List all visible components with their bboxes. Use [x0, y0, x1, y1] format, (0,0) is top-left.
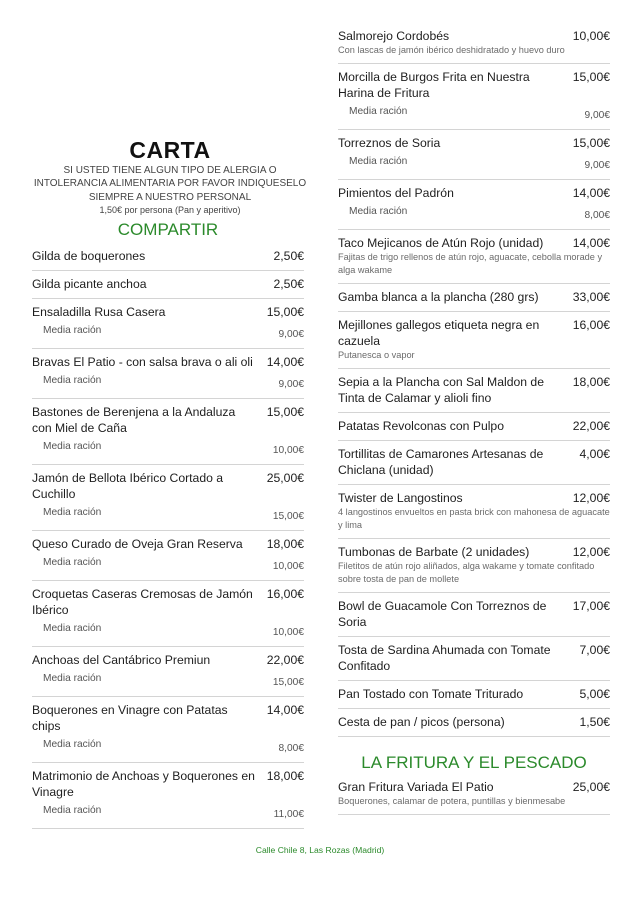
menu-item-price: 22,00€ — [266, 653, 304, 667]
fritura-list — [338, 774, 610, 815]
half-portion-row — [32, 506, 304, 524]
menu-item-row — [338, 598, 610, 630]
right-column — [338, 23, 610, 815]
menu-item-row — [32, 404, 304, 436]
menu-item-price: 16,00€ — [266, 587, 304, 601]
compartir-list-right — [338, 23, 610, 737]
menu-item-name: Tosta de Sardina Ahumada con Tomate Confitado — [338, 643, 551, 673]
bread-note: 1,50€ por persona (Pan y aperitivo) — [99, 204, 241, 215]
menu-item — [338, 284, 610, 312]
menu-item-row — [32, 652, 304, 668]
half-portion-row — [32, 622, 304, 640]
menu-item — [338, 130, 610, 180]
menu-item-row — [32, 276, 304, 292]
menu-item-price: 14,00€ — [572, 236, 610, 250]
menu-item-row — [32, 354, 304, 370]
section-title-compartir: COMPARTIR — [117, 220, 219, 239]
half-portion-price: 8,00€ — [278, 743, 304, 754]
menu-item — [338, 312, 610, 369]
menu-item-name: Twister de Langostinos — [338, 491, 463, 505]
menu-item-row — [338, 28, 610, 44]
menu-item-row — [32, 702, 304, 734]
menu-item — [338, 681, 610, 709]
half-portion-price: 15,00€ — [272, 677, 304, 688]
menu-item-price: 14,00€ — [266, 355, 304, 369]
menu-item-row — [338, 779, 610, 795]
half-portion-price: 15,00€ — [272, 511, 304, 522]
half-portion-price: 9,00€ — [278, 329, 304, 340]
allergy-notice-line-3: SIEMPRE A NUESTRO PERSONAL — [88, 191, 252, 203]
menu-item-name: Mejillones gallegos etiqueta negra en cazuela — [338, 318, 540, 348]
menu-item-row — [338, 418, 610, 434]
menu-item — [32, 697, 304, 763]
menu-item-name: Morcilla de Burgos Frita en Nuestra Harina de Fritura — [338, 70, 530, 100]
menu-item — [338, 64, 610, 130]
menu-item — [32, 581, 304, 647]
half-portion-row — [32, 738, 304, 756]
menu-item-row — [338, 446, 610, 478]
menu-item-name: Gilda picante anchoa — [32, 277, 147, 291]
menu-item-row — [338, 686, 610, 702]
left-column — [32, 220, 304, 829]
menu-item — [338, 413, 610, 441]
menu-item-row — [338, 235, 610, 251]
menu-item-price: 15,00€ — [266, 305, 304, 319]
menu-item-price: 15,00€ — [266, 405, 304, 419]
menu-item-row — [338, 544, 610, 560]
menu-item-row — [338, 135, 610, 151]
menu-item-price: 12,00€ — [572, 491, 610, 505]
menu-item-row — [32, 768, 304, 800]
menu-item — [338, 539, 610, 593]
half-portion-price: 9,00€ — [584, 160, 610, 171]
half-portion-label: Media ración — [43, 557, 102, 568]
menu-item-description: Putanesca o vapor — [338, 350, 415, 360]
menu-item-row — [338, 69, 610, 101]
menu-item-name: Torreznos de Soria — [338, 136, 441, 150]
half-portion-label: Media ración — [43, 673, 102, 684]
menu-item-price: 25,00€ — [572, 780, 610, 794]
menu-item — [32, 647, 304, 697]
half-portion-label: Media ración — [43, 375, 102, 386]
half-portion-label: Media ración — [43, 623, 102, 634]
menu-item-name: Patatas Revolconas con Pulpo — [338, 419, 504, 433]
half-portion-label: Media ración — [349, 206, 408, 217]
menu-item-price: 17,00€ — [572, 599, 610, 613]
menu-item — [338, 593, 610, 637]
menu-item-row — [338, 642, 610, 674]
menu-item-price: 16,00€ — [572, 318, 610, 332]
half-portion-row — [32, 324, 304, 342]
half-portion-price: 10,00€ — [272, 561, 304, 572]
menu-item-row — [32, 248, 304, 264]
half-portion-label: Media ración — [43, 805, 102, 816]
half-portion-label: Media ración — [43, 507, 102, 518]
menu-item-row — [32, 536, 304, 552]
menu-item — [338, 180, 610, 230]
menu-item-price: 5,00€ — [579, 687, 610, 701]
half-portion-row — [338, 155, 610, 173]
menu-item-price: 18,00€ — [266, 769, 304, 783]
footer-address: Calle Chile 8, Las Rozas (Madrid) — [255, 845, 385, 855]
menu-item-name: Gilda de boquerones — [32, 249, 146, 263]
half-portion-price: 9,00€ — [278, 379, 304, 390]
menu-item-price: 22,00€ — [572, 419, 610, 433]
page-title: CARTA — [129, 137, 211, 163]
menu-item-price: 2,50€ — [273, 277, 304, 291]
menu-item-name: Tortillitas de Camarones Artesanas de Chiclana (unidad) — [338, 447, 544, 477]
menu-item-name: Salmorejo Cordobés — [338, 29, 450, 43]
menu-item — [338, 441, 610, 485]
menu-item-description: Filetitos de atún rojo aliñados, alga wakame y tomate confitado sobre tosta de pan de mollete — [338, 561, 595, 584]
menu-item-price: 33,00€ — [572, 290, 610, 304]
menu-item-name: Bastones de Berenjena a la Andaluza con Miel de Caña — [32, 405, 236, 435]
menu-item-price: 12,00€ — [572, 545, 610, 559]
menu-item-price: 10,00€ — [572, 29, 610, 43]
menu-item-price: 7,00€ — [579, 643, 610, 657]
half-portion-price: 9,00€ — [584, 110, 610, 121]
menu-item-name: Pimientos del Padrón — [338, 186, 454, 200]
menu-item — [338, 485, 610, 539]
menu-item-price: 18,00€ — [266, 537, 304, 551]
half-portion-label: Media ración — [349, 156, 408, 167]
menu-item-price: 15,00€ — [572, 136, 610, 150]
half-portion-row — [32, 556, 304, 574]
half-portion-row — [338, 105, 610, 123]
menu-item-row — [338, 714, 610, 730]
half-portion-row — [32, 672, 304, 690]
half-portion-label: Media ración — [43, 441, 102, 452]
menu-item-price: 15,00€ — [572, 70, 610, 84]
half-portion-price: 10,00€ — [272, 445, 304, 456]
menu-item — [32, 271, 304, 299]
half-portion-price: 8,00€ — [584, 210, 610, 221]
menu-item — [32, 763, 304, 829]
menu-item — [338, 709, 610, 737]
half-portion-row — [32, 374, 304, 392]
menu-item — [32, 349, 304, 399]
menu-item-price: 14,00€ — [572, 186, 610, 200]
menu-item — [32, 243, 304, 271]
menu-item-name: Gran Fritura Variada El Patio — [338, 780, 494, 794]
half-portion-row — [338, 205, 610, 223]
menu-item-row — [338, 289, 610, 305]
menu-item — [32, 465, 304, 531]
menu-item — [32, 299, 304, 349]
allergy-notice-line-1: SI USTED TIENE ALGUN TIPO DE ALERGIA O — [63, 165, 277, 176]
menu-item-row — [338, 374, 610, 406]
menu-item-name: Anchoas del Cantábrico Premiun — [32, 653, 211, 667]
menu-item-name: Ensaladilla Rusa Casera — [32, 305, 166, 319]
menu-item — [32, 399, 304, 465]
menu-item — [338, 637, 610, 681]
half-portion-row — [32, 440, 304, 458]
section-title-fritura: LA FRITURA Y EL PESCADO — [361, 753, 587, 772]
menu-item — [338, 230, 610, 284]
menu-header — [20, 136, 320, 216]
menu-item-price: 14,00€ — [266, 703, 304, 717]
menu-item-name: Tumbonas de Barbate (2 unidades) — [338, 545, 530, 559]
menu-item-name: Gamba blanca a la plancha (280 grs) — [338, 290, 539, 304]
menu-item-description: Con lascas de jamón ibérico deshidratado y huevo duro — [338, 45, 565, 55]
allergy-notice-line-2: INTOLERANCIA ALIMENTARIA POR FAVOR INDIQUESELO — [33, 178, 307, 190]
menu-item — [338, 23, 610, 64]
menu-item-name: Matrimonio de Anchoas y Boquerones en Vinagre — [32, 769, 255, 799]
menu-item — [338, 369, 610, 413]
menu-item-row — [338, 317, 610, 349]
menu-item-price: 1,50€ — [579, 715, 610, 729]
menu-item-price: 18,00€ — [572, 375, 610, 389]
menu-item — [32, 531, 304, 581]
menu-item-description: Boquerones, calamar de potera, puntillas y bienmesabe — [338, 796, 566, 806]
menu-item-price: 25,00€ — [266, 471, 304, 485]
compartir-list-left — [32, 243, 304, 829]
menu-item-name: Croquetas Caseras Cremosas de Jamón Ibérico — [32, 587, 253, 617]
half-portion-label: Media ración — [43, 739, 102, 750]
menu-item-row — [338, 185, 610, 201]
menu-item-name: Bravas El Patio - con salsa brava o ali oli — [32, 355, 253, 369]
menu-item-price: 4,00€ — [579, 447, 610, 461]
menu-item-name: Bowl de Guacamole Con Torreznos de Soria — [338, 599, 547, 629]
half-portion-label: Media ración — [349, 106, 408, 117]
half-portion-price: 10,00€ — [272, 627, 304, 638]
half-portion-price: 11,00€ — [273, 809, 304, 820]
menu-item-name: Taco Mejicanos de Atún Rojo (unidad) — [338, 236, 544, 250]
menu-item-name: Queso Curado de Oveja Gran Reserva — [32, 537, 243, 551]
menu-item-name: Jamón de Bellota Ibérico Cortado a Cuchillo — [32, 471, 224, 501]
half-portion-row — [32, 804, 304, 822]
menu-item-price: 2,50€ — [273, 249, 304, 263]
half-portion-label: Media ración — [43, 325, 102, 336]
menu-item-name: Pan Tostado con Tomate Triturado — [338, 687, 524, 701]
menu-item-name: Sepia a la Plancha con Sal Maldon de Tinta de Calamar y alioli fino — [338, 375, 544, 405]
menu-item-name: Boquerones en Vinagre con Patatas chips — [32, 703, 228, 733]
menu-item-row — [338, 490, 610, 506]
menu-item-description: 4 langostinos envueltos en pasta brick con mahonesa de aguacate y lima — [338, 507, 610, 530]
menu-item-row — [32, 470, 304, 502]
menu-item-row — [32, 586, 304, 618]
menu-item-name: Cesta de pan / picos (persona) — [338, 715, 505, 729]
menu-item-description: Fajitas de trigo rellenos de atún rojo, aguacate, cebolla morade y alga wakame — [338, 252, 603, 275]
menu-item-row — [32, 304, 304, 320]
menu-item — [338, 774, 610, 815]
